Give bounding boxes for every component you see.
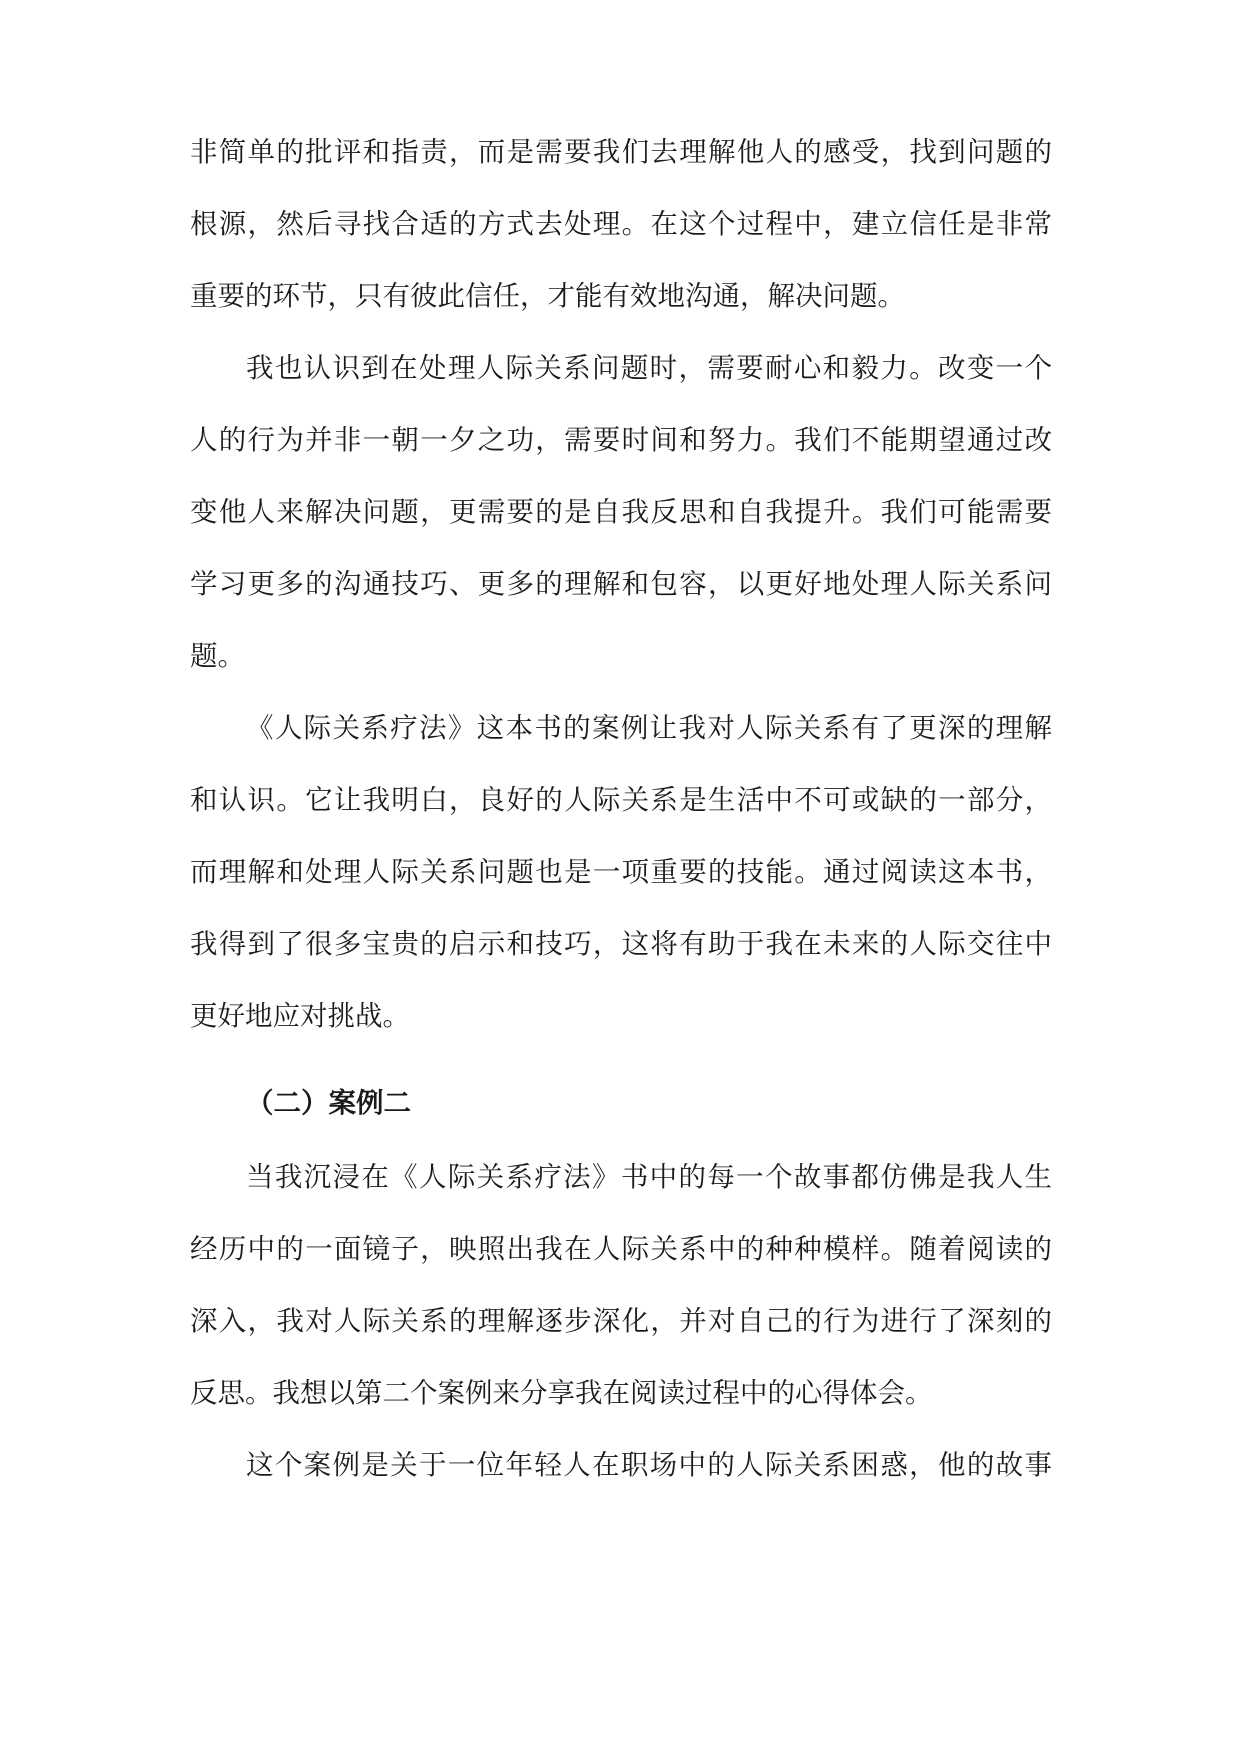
paragraph-line: 我得到了很多宝贵的启示和技巧，这将有助于我在未来的人际交往中 — [190, 928, 1052, 960]
paragraph-line: 人的行为并非一朝一夕之功，需要时间和努力。我们不能期望通过改 — [190, 424, 1052, 456]
paragraph-line: 《人际关系疗法》这本书的案例让我对人际关系有了更深的理解 — [246, 712, 1052, 744]
section-heading: （二）案例二 — [246, 1087, 411, 1119]
paragraph-line: 学习更多的沟通技巧、更多的理解和包容，以更好地处理人际关系问 — [190, 568, 1052, 600]
paragraph-line: 根源，然后寻找合适的方式去处理。在这个过程中，建立信任是非常 — [190, 208, 1052, 240]
paragraph-line: 当我沉浸在《人际关系疗法》书中的每一个故事都仿佛是我人生 — [246, 1161, 1052, 1193]
paragraph-line: 反思。我想以第二个案例来分享我在阅读过程中的心得体会。 — [190, 1377, 933, 1409]
paragraph-line: 重要的环节，只有彼此信任，才能有效地沟通，解决问题。 — [190, 280, 905, 312]
paragraph-line: 和认识。它让我明白，良好的人际关系是生活中不可或缺的一部分， — [190, 784, 1052, 816]
paragraph-line: 而理解和处理人际关系问题也是一项重要的技能。通过阅读这本书， — [190, 856, 1052, 888]
paragraph-line: 这个案例是关于一位年轻人在职场中的人际关系困惑，他的故事 — [246, 1449, 1052, 1481]
paragraph-line: 变他人来解决问题，更需要的是自我反思和自我提升。我们可能需要 — [190, 496, 1052, 528]
paragraph-line: 深入，我对人际关系的理解逐步深化，并对自己的行为进行了深刻的 — [190, 1305, 1052, 1337]
paragraph-line: 题。 — [190, 640, 245, 672]
paragraph-line: 经历中的一面镜子，映照出我在人际关系中的种种模样。随着阅读的 — [190, 1233, 1052, 1265]
paragraph-line: 我也认识到在处理人际关系问题时，需要耐心和毅力。改变一个 — [246, 352, 1052, 384]
paragraph-line: 更好地应对挑战。 — [190, 1000, 410, 1032]
paragraph-line: 非简单的批评和指责，而是需要我们去理解他人的感受，找到问题的 — [190, 136, 1052, 168]
